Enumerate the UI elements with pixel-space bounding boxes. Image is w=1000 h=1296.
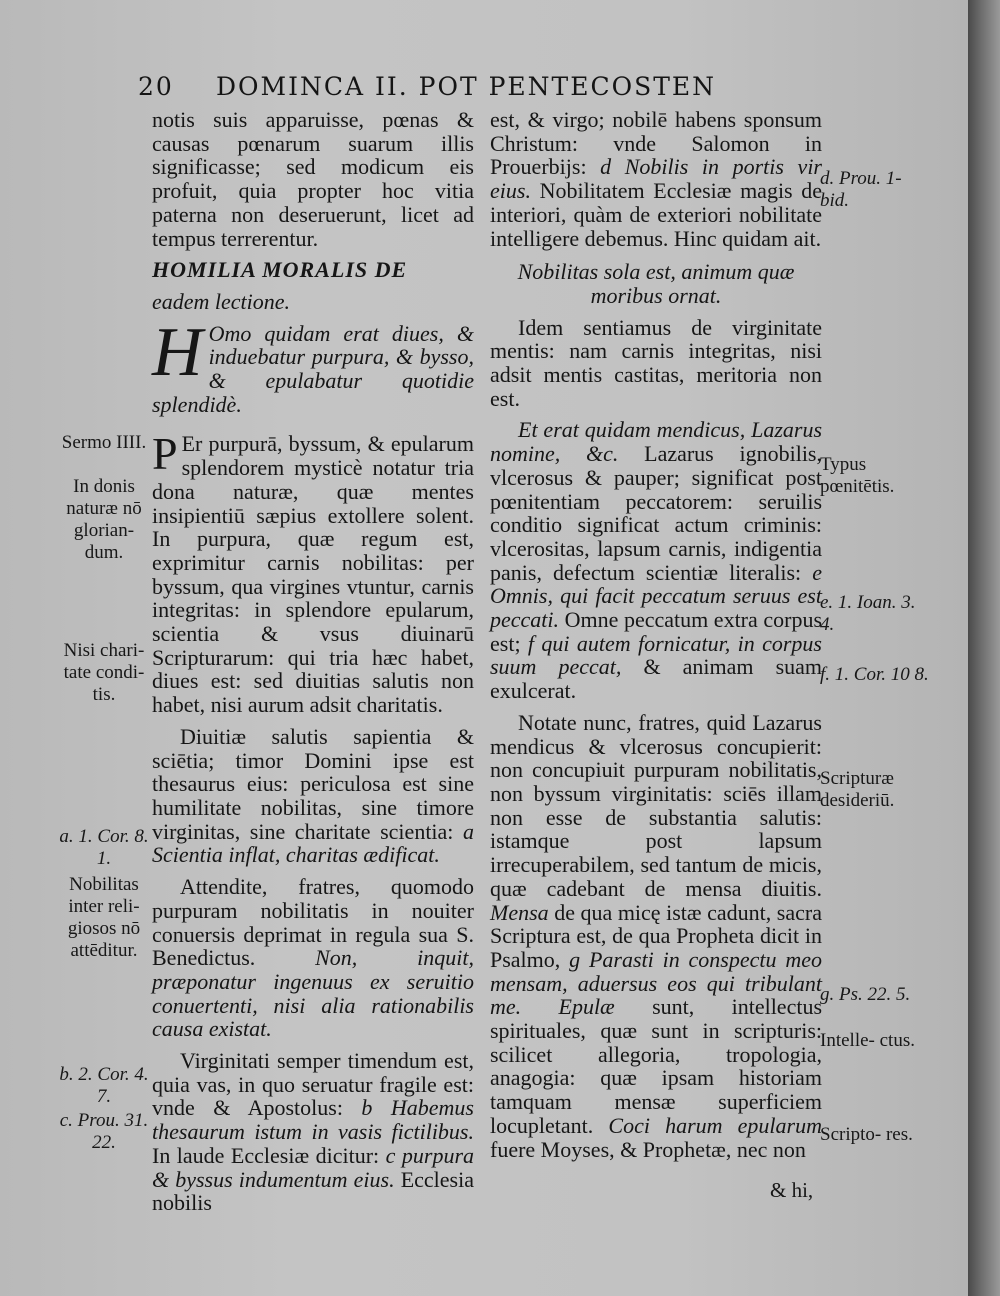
page-number: 20 (138, 72, 174, 101)
paragraph-text: Attendite, fratres, quomodo purpuram nobilitatis in nouiter conuersis deprimat in regula sua S. Benedictus. (152, 874, 474, 971)
margin-sermo-label: Sermo IIII. (61, 432, 147, 453)
paragraph-ecclesia (490, 108, 822, 250)
paragraph-text: fuere Moyses, & Prophetæ, nec non (490, 1136, 806, 1162)
paragraph-text: Virginitati semper timendum est, quia vas, in quo seruatur fragile est: vnde & Apostolus: (152, 1048, 474, 1121)
margin-note-scripturae: Scripturæ desideriū. (820, 768, 895, 811)
paragraph-lazarus (490, 418, 822, 702)
paragraph-purpura (152, 428, 474, 718)
paragraph-notate (490, 711, 822, 1161)
paragraph-text: Diuitiæ salutis sapientia & sciētia; timor Domini ipse est thesaurus eius: periculosa est sine humilitate nobilitas, sine timore virginitas, sine charitate scientia: (152, 723, 474, 844)
margin-note-nobilitas: Nobilitas inter reli- giosos nō attēditur. (67, 874, 141, 961)
paragraph-text: Er purpurā, byssum, & epularum splendorem mysticè notatur tria dona naturæ, quæ mentes insipientiū sæpius extollere solent. In purpura, quæ regum est, exprimitur carnis nobilitas: per byssum, qua virgines vtuntur, carnis integritas: in splendore epularum, scientia & vsus diuinarū Scripturarum: qui tria hæc habet, diues est: sed diuitias salutis non habet, nisi aurum adsit charitatis. (152, 431, 474, 718)
paragraph-idem: Idem sentiamus de virginitate mentis: nam carnis integritas, nisi adsit mentis castitas, meritoria non est. (490, 314, 822, 411)
margin-ref-b: b. 2. Cor. 4. 7. (59, 1064, 149, 1107)
margin-ref-a: a. 1. Cor. 8. 1. (59, 826, 149, 869)
margin-note-charitate: Nisi chari- tate condi- tis. (63, 640, 145, 705)
paragraph-text: Omne peccatum extra corpus est; (490, 607, 822, 656)
scripture-quote: a Scientia inflat, charitas ædificat. (152, 818, 475, 868)
margin-note-typus: Typus pœnitētis. (820, 454, 895, 497)
scripture-quote: e Omnis, qui facit peccatum seruus est peccati. (490, 559, 822, 633)
paragraph-text: est, & virgo; nobilē habens sponsum Christum: vnde Salomon in Prouerbijs: (490, 107, 822, 180)
catchword: & hi, (770, 1178, 814, 1202)
lemma-paragraph (152, 313, 474, 417)
running-title: DOMINCA II. POT PENTECOSTEN (216, 72, 717, 101)
margin-ref-f: f. 1. Cor. 10 8. (820, 664, 929, 685)
paragraph-text: Notate nunc, fratres, quid Lazarus mendicus & vlcerosus concupierit: non concupiuit purpuram nobilitatis, non byssum virginitatis: sciēs illam non esse de substantia salutis: istamque post lapsum irrecuperabilem, sed tantum de micis, quæ cadebant de mensa diuitis. (490, 709, 822, 901)
paragraph-text: Ecclesia nobilis (152, 1166, 474, 1216)
scripture-quote: f qui autem fornicatur, in corpus suum peccat, (490, 630, 822, 680)
paragraph-text: Nobilitatem Ecclesiæ magis de interiori, quàm de exteriori nobilitate intelligere debemus. Hinc quidam ait. (490, 178, 822, 251)
homily-title: HOMILIA MORALIS DE (152, 257, 408, 283)
margin-ref-c: c. Prou. 31. 22. (59, 1110, 149, 1153)
page-header (138, 72, 717, 106)
margin-note-naturae: In donis naturæ nō glorian- dum. (66, 476, 142, 563)
paragraph-text: sunt, intellectus spirituales, quæ sunt in scripturis: scilicet allegoria, tropologia, anagogia: quæ ipsam historiam tamquam mensæ superficiem locupletant. (490, 994, 823, 1138)
paragraph-text: Lazarus ignobilis, vlcerosus & pauper; significat post pœnitentiam peccatorem: seruilis conditio significat actum criminis: vlcerositas, lapsum carnis, indigentia panis, defectum scientiæ literalis: (490, 441, 822, 585)
emphasis-word: Mensa (490, 899, 549, 925)
paragraph-text: In laude Ecclesiæ dicitur: (152, 1142, 380, 1168)
paragraph-virginitati (152, 1049, 474, 1215)
emphasis-word: Epulæ (558, 994, 615, 1020)
psalm-quote: g Parasti in conspectu meo mensam, aduersus eos qui tribulant me. (490, 946, 822, 1020)
gospel-quote: Et erat quidam mendicus, Lazarus nomine, &c. (490, 417, 822, 467)
margin-ref-g: g. Ps. 22. 5. (820, 984, 911, 1005)
small-initial: P (152, 428, 178, 480)
margin-note-scriptores: Scripto- res. (820, 1124, 913, 1145)
scripture-quote: b Habemus thesaurum istum in vasis fictilibus. (152, 1095, 474, 1145)
homily-subtitle: eadem lectione. (152, 288, 291, 314)
paragraph-attendite (152, 875, 474, 1041)
verse-nobilitas: Nobilitas sola est, animum quæ moribus ornat. (517, 259, 795, 308)
left-continuation-text: notis suis apparuisse, pœnas & causas pœnarum suarum illis significasse; sed modicum eis profuit, quia propter hoc vitia paterna non deseruerunt, licet ad tempus terrerentur. (152, 107, 474, 251)
lemma-text: Omo quidam erat diues, & induebatur purpura, & bysso, & epulabatur quotidie splendidè. (152, 320, 474, 417)
paragraph-text: & animam suam exulcerat. (490, 654, 823, 704)
paragraph-text: de qua micę istæ cadunt, sacra Scriptura est, de qua Propheta dicit in Psalmo, (490, 899, 822, 972)
scripture-quote: d Nobilis in portis vir eius. (490, 154, 822, 204)
book-gutter-edge (968, 0, 1000, 1296)
drop-cap-initial: H (152, 313, 203, 391)
right-text-column (490, 108, 822, 1161)
left-text-column (152, 108, 474, 1215)
margin-ref-d: d. Prou. 1- bid. (820, 168, 902, 211)
scripture-quote: c purpura & byssus indumentum eius. (152, 1142, 475, 1192)
emphasis-phrase: Coci harum epularum (608, 1112, 822, 1138)
margin-ref-e: e. 1. Ioan. 3. 4. (820, 592, 916, 635)
paragraph-diuitiae (152, 725, 474, 867)
margin-note-intellectus: Intelle- ctus. (820, 1030, 915, 1051)
rule-quote: Non, inquit, præponatur ingenuus ex seruitio conuertenti, nisi alia rationabilis causa existat. (152, 945, 474, 1042)
